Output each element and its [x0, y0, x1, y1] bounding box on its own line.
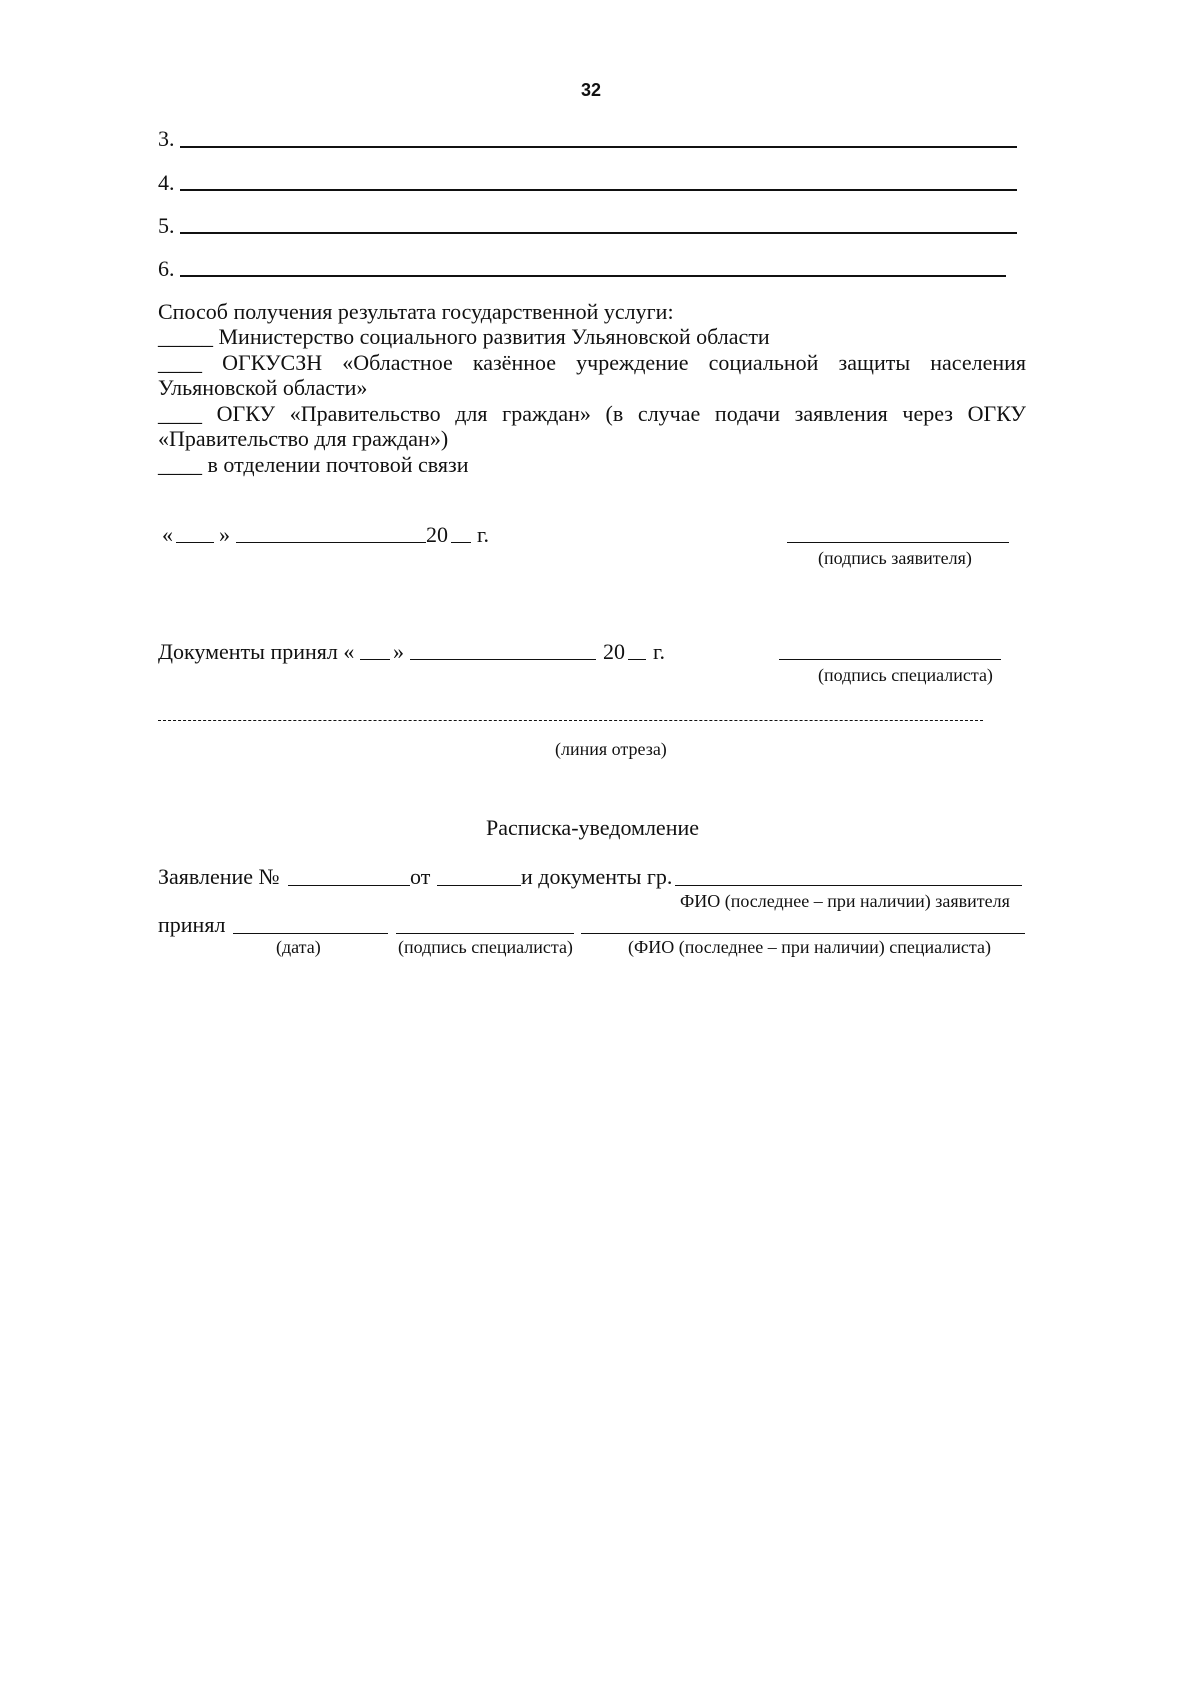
- option-ogku-line1[interactable]: [158, 401, 1026, 427]
- line-label-3: 3.: [158, 126, 175, 151]
- option-ogkuszn-line1[interactable]: [158, 350, 1026, 376]
- date-day-field[interactable]: [176, 542, 214, 543]
- documents-label: и документы гр.: [521, 864, 673, 889]
- date-close-quote: »: [219, 522, 230, 547]
- blank-line-3[interactable]: [180, 146, 1017, 148]
- date-year-suffix: г.: [477, 522, 490, 547]
- option-text: в отделении почтовой связи: [207, 452, 469, 477]
- option-blank: ____: [158, 350, 202, 375]
- applicant-fio-field[interactable]: [675, 885, 1022, 886]
- docs-close-quote: »: [393, 639, 404, 664]
- receipt-method-heading: Способ получения результата государственной услуги:: [158, 299, 674, 324]
- option-text: Министерство социального развития Ульяновской области: [218, 324, 770, 349]
- specialist-signature-caption-2: (подпись специалиста): [398, 937, 573, 957]
- specialist-fio-caption: (ФИО (последнее – при наличии) специалиста): [628, 937, 991, 957]
- applicant-signature-line[interactable]: [787, 542, 1009, 543]
- applicant-signature-caption: (подпись заявителя): [818, 548, 972, 568]
- cut-line: [158, 720, 983, 721]
- docs-month-field[interactable]: [410, 659, 596, 660]
- applicant-fio-caption: ФИО (последнее – при наличии) заявителя: [680, 891, 1010, 911]
- option-ministry[interactable]: [158, 324, 770, 350]
- option-text: ОГКУСЗН «Областное казённое учреждение социальной защиты населения: [222, 350, 1026, 375]
- receipt-notice-title: Расписка-уведомление: [486, 815, 700, 840]
- option-blank: ____: [158, 401, 202, 426]
- docs-day-field[interactable]: [360, 659, 390, 660]
- line-label-6: 6.: [158, 256, 175, 281]
- cut-line-caption: (линия отреза): [555, 739, 667, 759]
- date-month-field[interactable]: [236, 542, 426, 543]
- accepted-label: принял: [158, 912, 226, 937]
- from-label: от: [410, 864, 431, 889]
- blank-line-6[interactable]: [180, 275, 1006, 277]
- option-ogku-line2: «Правительство для граждан»): [158, 426, 449, 451]
- statement-date-field[interactable]: [437, 885, 521, 886]
- docs-year-prefix: 20: [603, 639, 625, 664]
- date-year-field[interactable]: [451, 542, 471, 543]
- accepted-fio-field[interactable]: [581, 933, 1025, 934]
- docs-accepted-label: Документы принял «: [158, 639, 355, 664]
- accepted-date-field[interactable]: [233, 933, 388, 934]
- blank-line-4[interactable]: [180, 189, 1017, 191]
- line-label-5: 5.: [158, 213, 175, 238]
- statement-number-field[interactable]: [288, 885, 410, 886]
- option-ogkuszn-line2: Ульяновской области»: [158, 375, 368, 400]
- date-open-quote: «: [162, 522, 173, 547]
- page-number: 32: [581, 80, 602, 100]
- docs-year-field[interactable]: [628, 659, 646, 660]
- docs-year-suffix: г.: [653, 639, 666, 664]
- blank-line-5[interactable]: [180, 232, 1017, 234]
- specialist-signature-line[interactable]: [779, 659, 1001, 660]
- accepted-signature-field[interactable]: [396, 933, 574, 934]
- option-text: ОГКУ «Правительство для граждан» (в случае подачи заявления через ОГКУ: [216, 401, 1027, 426]
- line-label-4: 4.: [158, 170, 175, 195]
- date-caption: (дата): [276, 937, 321, 957]
- option-post-office[interactable]: [158, 452, 469, 478]
- option-blank: _____: [158, 324, 213, 349]
- statement-label: Заявление №: [158, 864, 280, 889]
- date-year-prefix: 20: [426, 522, 448, 547]
- option-blank: ____: [158, 452, 202, 477]
- specialist-signature-caption: (подпись специалиста): [818, 665, 993, 685]
